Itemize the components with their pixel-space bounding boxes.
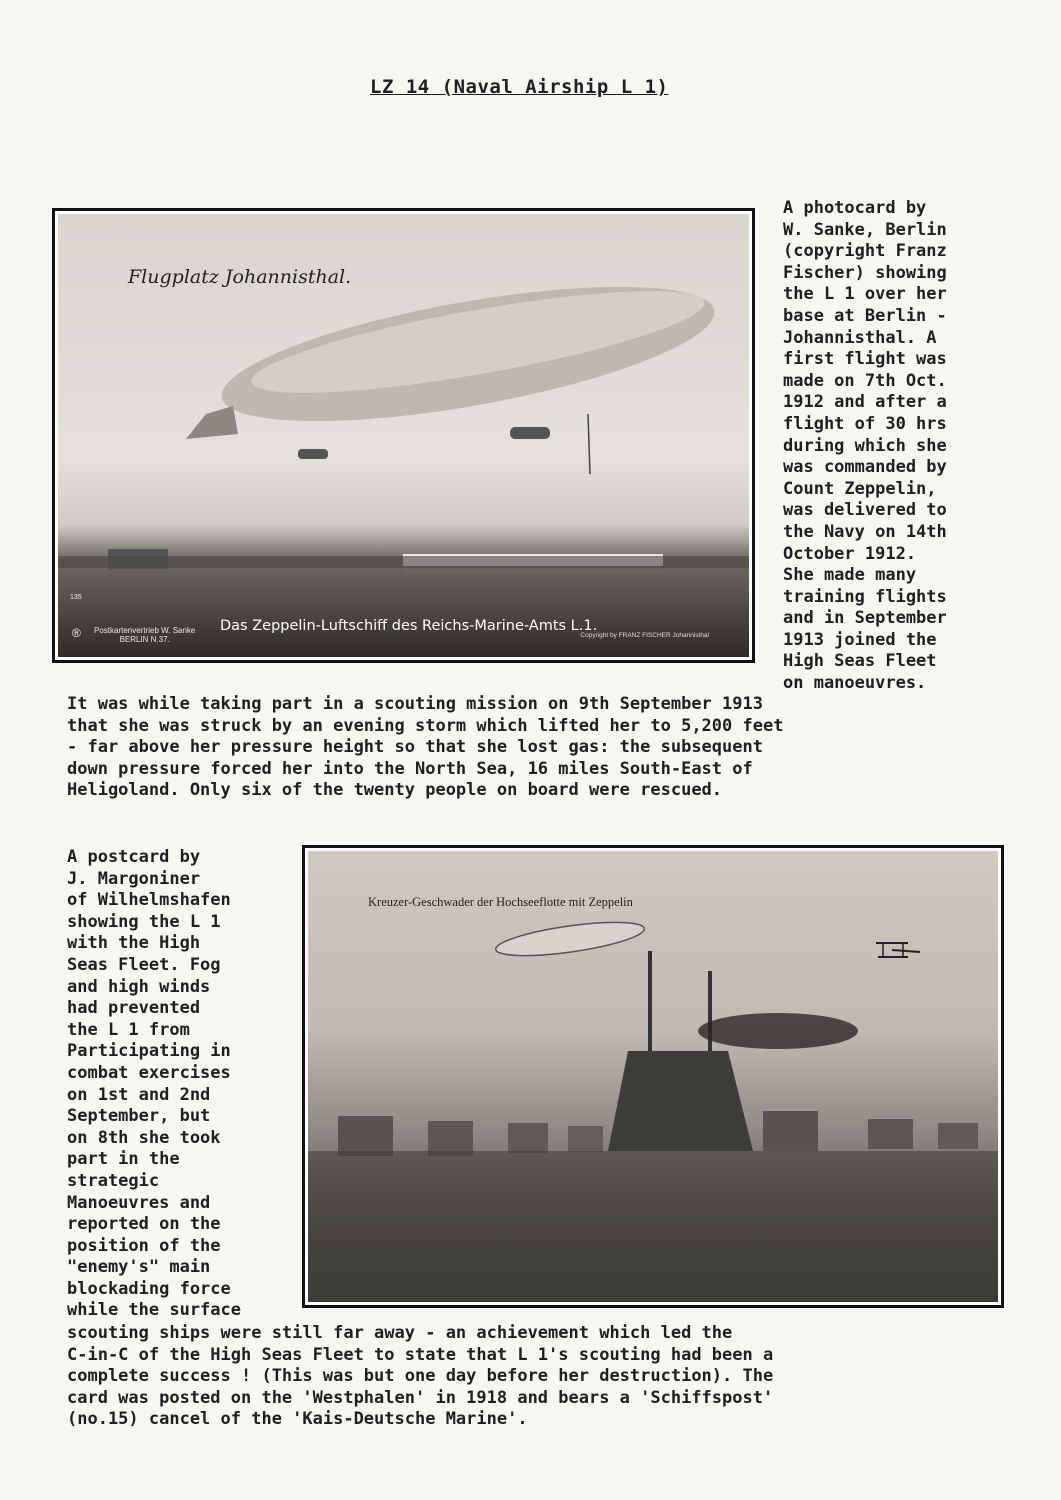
location-script: Flugplatz Johannisthal.	[128, 266, 352, 288]
airship-photo	[58, 214, 749, 657]
loss-description: It was while taking part in a scouting mission on 9th September 1913 that she was struck by an evening storm which lifted her to 5,200 feet - far above her pressure height so that she lost gas: the subsequent down pressure forced her into the North Sea, 16 miles South-East of Heligoland. Only six of the twenty people on board were rescued.	[67, 694, 784, 801]
fleet-postcard	[302, 845, 1004, 1308]
zeppelin-photocard	[52, 208, 755, 663]
fleet-illustration	[308, 851, 998, 1302]
photo-caption: Das Zeppelin-Luftschiff des Reichs-Marine-Amts L.1.	[220, 618, 598, 634]
postcard-description-continued: scouting ships were still far away - an achievement which led the C-in-C of the High Seas Fleet to state that L 1's scouting had been a complete success ! (This was but one day before her destruction). The card was posted on the 'Westphalen' in 1918 and bears a 'Schiffspost' (no.15) cancel of the 'Kais-Deutsche Marine'.	[67, 1323, 774, 1430]
photocard-description: A photocard by W. Sanke, Berlin (copyright Franz Fischer) showing the L 1 over her base at Berlin - Johannisthal. A first flight was made on 7th Oct. 1912 and after a flight of 30 hrs during which she was commanded by Count Zeppelin, was delivered to the Navy on 14th October 1912. She made many training flights and in September 1913 joined the High Seas Fleet on manoeuvres.	[783, 198, 947, 694]
publisher-imprint	[94, 626, 195, 644]
fleet-drawing	[308, 851, 998, 1302]
publisher-emblem: ®	[72, 626, 81, 640]
postcard-caption: Kreuzer-Geschwader der Hochseeflotte mit Zeppelin	[368, 895, 633, 909]
card-number: 135	[70, 594, 82, 601]
postcard-description: A postcard by J. Margoniner of Wilhelmshafen showing the L 1 with the High Seas Fleet. Fog and high winds had prevented the L 1 from Participating in combat exercises on 1st and 2nd September, but on 8th she took part in the strategic Manoeuvres and reported on the position of the "enemy's" main blockading force while the surface	[67, 847, 241, 1321]
publisher-line-2: BERLIN N.37.	[119, 635, 170, 644]
page-title: LZ 14 (Naval Airship L 1)	[370, 76, 669, 98]
publisher-line-1: Postkartenvertrieb W. Sanke	[94, 626, 196, 635]
copyright-imprint: Copyright by FRANZ FISCHER Johannisthal	[580, 632, 709, 639]
